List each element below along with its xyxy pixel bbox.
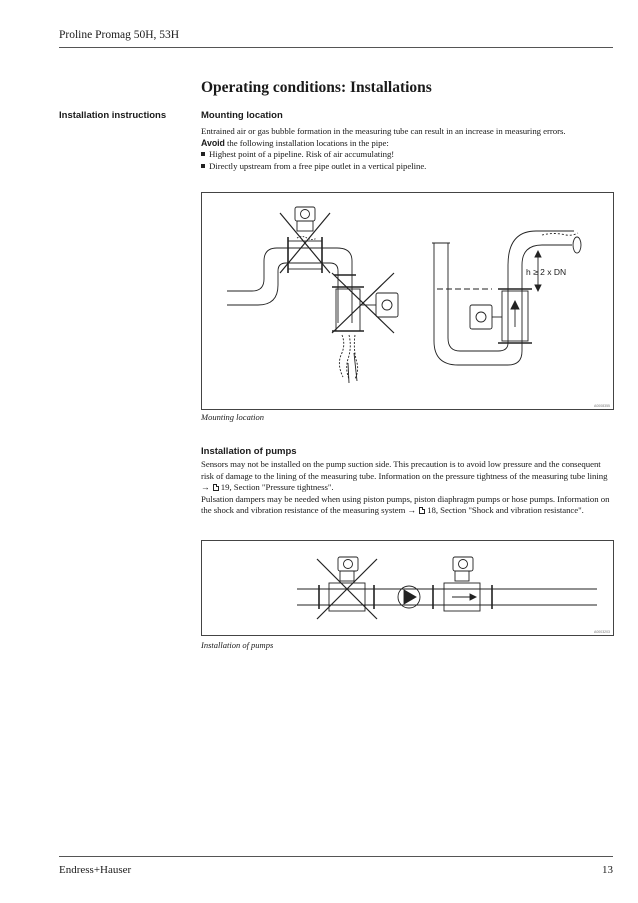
side-label: Installation instructions	[59, 110, 167, 121]
mounting-text	[201, 126, 613, 172]
mounting-diagram	[202, 193, 613, 409]
high-point-sensor	[288, 241, 322, 269]
footer-company: Endress+Hauser	[59, 864, 132, 876]
mounting-figure	[201, 192, 614, 410]
running-header: Proline Promag 50H, 53H	[59, 29, 180, 41]
list-item: Directly upstream from a free pipe outlet in a vertical pipeline.	[201, 161, 613, 173]
page-number: 13	[602, 864, 613, 876]
pumps-ref1[interactable]: 19, Section "Pressure tightness".	[220, 482, 334, 492]
page-ref-icon	[419, 507, 425, 514]
avoid-word: Avoid	[201, 137, 225, 148]
height-label: h ≥ 2 x DN	[526, 267, 567, 277]
pumps-heading: Installation of pumps	[201, 446, 297, 457]
right-pipe	[434, 243, 572, 365]
pumps-ref2[interactable]: 18, Section "Shock and vibration resistance".	[427, 505, 584, 515]
list-item: Highest point of a pipeline. Risk of air accumulating!	[201, 149, 613, 161]
footer-rule	[59, 856, 613, 857]
mounting-para: Entrained air or gas bubble formation in the measuring tube can result in an increase in measuring errors.	[201, 126, 566, 136]
pumps-para2: Pulsation dampers may be needed when using piston pumps, piston diaphragm pumps or hose pumps. Information on the shock and vibration resistance of the measuring system →	[201, 493, 610, 515]
avoid-rest: the following installation locations in the pipe:	[224, 137, 389, 148]
pumps-para	[201, 459, 613, 494]
pumps-diagram	[202, 541, 613, 635]
mounting-heading: Mounting location	[201, 110, 283, 121]
left-pipe	[227, 248, 352, 291]
mounting-caption: Mounting location	[201, 412, 265, 422]
header-rule	[59, 47, 613, 48]
suction-side-sensor	[329, 583, 365, 611]
figure-id: A0008355	[594, 404, 610, 408]
pumps-caption: Installation of pumps	[201, 640, 274, 650]
section-title: Operating conditions: Installations	[201, 79, 432, 96]
pulsation-para	[201, 494, 613, 517]
pumps-figure	[201, 540, 614, 636]
figure-id: A0003203	[594, 630, 610, 634]
pumps-para1: Sensors may not be installed on the pump suction side. This precaution is to avoid low pressure and the consequent risk of damage to the lining of the measuring tube. Information on the pressure tightness of the measuring tube lining →	[201, 459, 608, 492]
avoid-line	[201, 138, 613, 150]
page-ref-icon	[213, 484, 219, 491]
pumps-text	[201, 459, 613, 517]
avoid-list	[201, 149, 613, 172]
